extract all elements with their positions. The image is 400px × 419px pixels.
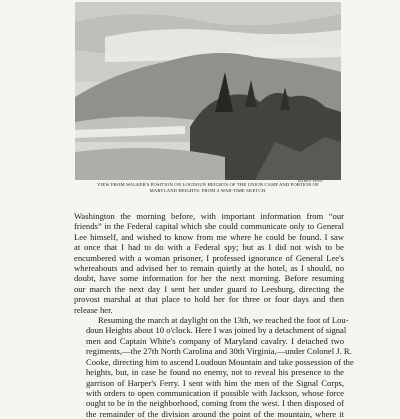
text-line: our march the next day I sent her under guard to Leesburg, directing the [74, 283, 344, 294]
article-body [74, 211, 354, 419]
text-line: Cooke, directing him to ascend Loudoun Mountain and take possession of the [86, 356, 354, 367]
text-line: Lee himself, and wished to know from me where he could be found. I saw [74, 231, 344, 242]
caption-line: VIEW FROM WALKER'S POSITION ON LOUDOUN HEIGHTS OF THE UNION CAMP AND PORTION OF [97, 182, 319, 187]
text-line: with orders to open communication if possible with Jackson, whose force [86, 387, 344, 398]
text-line: friends” in the Federal capital which she could communicate only to General [74, 221, 344, 232]
text-line: ought to be in the neighborhood, coming from the west. I then disposed of [86, 398, 344, 409]
text-line: doun Heights about 10 o'clock. Here I was joined by a detachment of signal [86, 325, 347, 336]
illustration-caption [72, 182, 344, 194]
text-line: Washington the morning before, with important information from “our [74, 211, 344, 221]
text-line: Resuming the march at daylight on the 13th, we reached the foot of Lou- [98, 315, 349, 326]
paragraph [74, 315, 354, 419]
text-line: regiments,—the 27th North Carolina and 30th Virginia,—under Colonel J. R. [86, 346, 352, 357]
text-line: encumbered with a woman prisoner, I professed ignorance of General Lee's [74, 252, 344, 263]
text-line: heights, but, in case he found no enemy, not to reveal his presence to the [86, 367, 344, 378]
engraving-illustration [75, 2, 341, 180]
paragraph [74, 211, 344, 315]
text-line: garrison of Harper's Ferry. I sent with him the men of the Signal Corps, [86, 377, 344, 388]
landscape-engraving [75, 2, 341, 180]
text-line: release her. [74, 304, 113, 315]
text-line: whereabouts and advised her to remain quietly at the hotel, as I should, no [74, 263, 344, 274]
caption-line: MARYLAND HEIGHTS. FROM A WAR-TIME SKETCH. [149, 188, 267, 193]
engraver-signature: HARRY FENN [298, 179, 323, 183]
text-line: the remainder of the division around the point of the mountain, where it [86, 408, 344, 419]
text-line: doubt, have some information for her the next morning. Before resuming [74, 273, 344, 284]
text-line: men and Captain White's company of Maryland cavalry. I detached two [86, 335, 344, 346]
text-line: at once that I had to do with a Federal spy; but as I did not wish to be [74, 242, 344, 253]
text-line: provost marshal at that place to hold her for three or four days and then [74, 294, 344, 305]
